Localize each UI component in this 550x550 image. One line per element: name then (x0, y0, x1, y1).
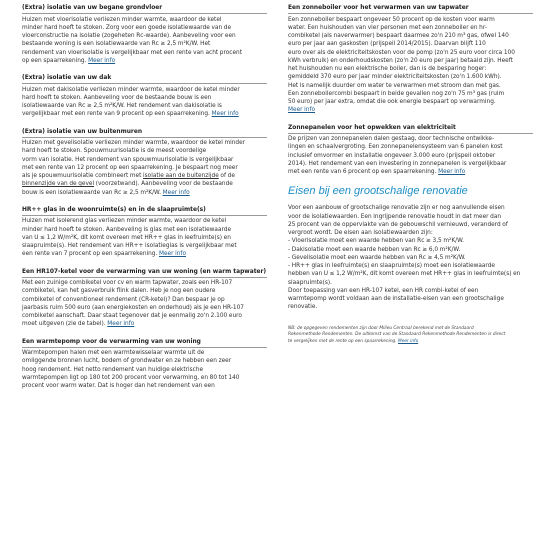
body-text: moet uitgeven (zie de tabel). (22, 321, 106, 328)
meer-info-link[interactable]: Meer info (107, 321, 135, 328)
body-line: Voor een aanbouw of grootschalige renovatie zijn er nog aanvullende eisen (288, 205, 505, 212)
section-hr107-boiler (22, 268, 267, 329)
body-line: voor de isolatiewaarden. Een ingrijpende renovatie houdt in dat meer dan (288, 213, 502, 220)
section-body (22, 16, 267, 66)
body-line: 50 euro) per jaar extra, omdat die ook energie bespaart op verwarming. (288, 99, 496, 105)
body-line: Warmtepompen halen met een warmtewisselaar warmte uit de (22, 350, 205, 356)
body-line: kWh verbruik) en onderhoudskosten (zo'n 20 euro per jaar) betaald zijn. Heeft (288, 57, 513, 64)
body-line: 25 procent van de oppervlakte van de gebouwschil vernieuwd, veranderd of (288, 221, 508, 228)
body-line-with-link (288, 168, 533, 176)
section-heading: HR++ glas in de woonruimte(s) en in de slaapruimte(s) (22, 206, 267, 216)
body-text: met een rente van 6 procent op een spaarrekening. (288, 169, 437, 175)
body-line-with-link (22, 320, 267, 328)
section-heading: Een zonneboiler voor het verwarmen van uw tapwater (288, 4, 533, 14)
section-solar-boiler (288, 4, 533, 115)
body-line: vorm van isolatie. Het rendement van spouwmuurisolatie is vergelijkbaar (22, 156, 234, 163)
body-line: combiketel of conventioneel rendement (CR-ketel)? Dan bespaar je op (22, 296, 225, 303)
section-heading: (Extra) isolatie van uw dak (22, 74, 267, 84)
body-line: procent voor warm water. Dat is hoger dan het rendement van een (22, 383, 215, 389)
body-line: minder hard hoeft te stoken. Zorg voor een goede isolatiewaarde van de (22, 24, 232, 31)
section-heading: Een warmtepomp voor de verwarming van uw woning (22, 338, 267, 348)
body-line: slaapruimte(s). Het rendement van HR++ isolatieglas is vergelijkbaar met (22, 243, 237, 249)
requirement-item: - HR++ glas in leefruimte(s) en slaapruimte(s) moet een isolatiewaarde (288, 263, 495, 269)
section-body (22, 349, 267, 390)
footnote-text: te vergelijken met de rente op een spaarrekening. (288, 338, 397, 344)
section-body (22, 139, 267, 197)
body-line: omliggende bronnen lucht, bodem of grondwater en ze hebben een zeer (22, 358, 232, 365)
meer-info-link[interactable]: Meer info (398, 338, 419, 344)
requirement-item: - Gevelisolatie moet een waarde hebben van Rc ≥ 4,5 m²K/W. (288, 254, 466, 261)
section-floor-insulation (22, 4, 267, 65)
body-line: Huizen met dakisolatie verliezen minder warmte, waardoor de ketel minder (22, 86, 240, 93)
requirement-item: - Dakisolatie moet een waarde hebben van Rc ≥ 6,0 m²K/W. (288, 246, 461, 253)
body-line: gemiddeld 370 euro per jaar minder elektriciteitskosten (zo'n 1.600 kWh). (288, 74, 502, 81)
body-line: slaapruimte(s). (288, 279, 332, 286)
body-line: als je spouwmuurisolatie combineert met isolatie aan de buitenzijde of de (22, 173, 235, 179)
body-line: combiketel (als naverwarmer) bespaart daarmee zo'n 210 m³ gas, ofwel 140 (288, 33, 509, 39)
body-line: combiketel aanschaft. Daar staat tegenover dat je eenmalig zo'n 2.100 euro (22, 313, 242, 319)
body-line: hard hoeft te stoken. Spouwmuurisolatie is de meest voordelige (22, 148, 207, 155)
section-heading: Een HR107-ketel voor de verwarming van uw woning (en warm tapwater) (22, 268, 267, 278)
body-line: jaarbasis ruim 500 euro (aan energiekosten en onderhoud) als je een HR-107 (22, 304, 244, 311)
body-line: binnenzijde van de gevel (voorzetwand). Aanbeveling voor de bestaande (22, 181, 233, 188)
body-line: combiketel, kan het gasverbruik flink dalen. Heb je nog een oudere (22, 288, 216, 295)
body-line: warmtepompen ligt op 180 tot 200 procent voor verwarming, en 80 tot 140 (22, 374, 240, 381)
footnote-line: Rekenmethode Rendementen. De uitkomst van de Standaard Rekenmethode Rendementen is direct (288, 332, 506, 338)
meer-info-link[interactable]: Meer info (162, 189, 190, 196)
body-line: Met een zuinige combiketel voor cv en warm tapwater, zoals een HR-107 (22, 280, 233, 286)
section-heading: (Extra) isolatie van uw buitenmuren (22, 128, 267, 138)
body-line: minder hard hoeft te stoken. Aanbeveling is glas met een isolatiewaarde (22, 226, 232, 233)
body-line: hard hoeft te stoken. Aanbeveling voor de bestaande bouw is een (22, 94, 212, 101)
body-line: inclusief omvormer en installatie ongeveer 3.000 euro (prijspeil oktober (288, 152, 496, 159)
footnote (288, 326, 533, 346)
body-line: hoog rendement. Het netto rendement van huidige elektrische (22, 366, 204, 373)
requirement-item: - Vloerisolatie moet een waarde hebben van Rc ≥ 3,5 m²K/W. (288, 238, 465, 245)
body-line: met een rente van 12 procent op een spaarrekening. Je bespaart nog meer (22, 164, 238, 171)
body-line-with-link (22, 110, 267, 118)
body-line: Een zonneboiler bespaart ongeveer 50 procent op de kosten voor warm (288, 16, 495, 23)
body-line: bestaande woning is een isolatiewaarde van Rc ≥ 2,5 m²K/W. Het (22, 41, 211, 48)
body-line-with-link (22, 57, 267, 65)
body-line: renovatie. (288, 304, 318, 311)
body-line-with-link (22, 250, 267, 258)
left-column (22, 4, 267, 399)
section-solar-panels (288, 124, 533, 177)
body-line: warmtepomp wordt voldaan aan de installatie-eisen van een grootschalige (288, 296, 504, 302)
body-line: het huishouden nu een elektrische boiler, dan is de besparing hoger: (288, 66, 487, 72)
section-roof-insulation (22, 74, 267, 119)
renovation-body (288, 204, 533, 311)
section-heading: (Extra) isolatie van uw begane grondvloer (22, 4, 267, 14)
body-line: Door toepassing van een HR-107 ketel, een HR combi-ketel of een (288, 287, 479, 294)
meer-info-link[interactable]: Meer info (438, 169, 466, 175)
section-hr-glass (22, 206, 267, 259)
body-text: vergelijkbaar met een rente van 9 procent op een spaarrekening. (22, 111, 210, 118)
section-body (22, 86, 267, 119)
meer-info-link[interactable]: Meer info (211, 111, 239, 118)
section-body (288, 135, 533, 176)
body-line-with-link (22, 189, 267, 197)
body-line: Een zonneboilercombi bespaart in beide gevallen nog zo'n 75 m³ gas (ruim (288, 90, 505, 97)
body-line: De prijzen van zonnepanelen dalen gestaag, door technische ontwikke- (288, 136, 495, 142)
footnote-line: NB: de opgegeven rendementen zijn door Milieu Centraal berekend met de Standaard (288, 325, 474, 331)
section-body (22, 279, 267, 329)
inline-link[interactable]: binnenzijde van de gevel (22, 181, 95, 188)
body-line: Huizen met vloerisolatie verliezen minder warmte, waardoor de ketel (22, 16, 222, 23)
body-line: Huizen met isolerend glas verliezen minder warmte, waardoor de ketel (22, 218, 227, 225)
body-line: vergroot wordt. De eisen aan isolatiewaarden zijn: (288, 230, 433, 236)
body-line: Huizen met gevelisolatie verliezen minder warmte, waardoor de ketel minder (22, 140, 246, 146)
section-heat-pump (22, 338, 267, 391)
body-line-with-link (288, 106, 533, 114)
body-line: euro per jaar aan gaskosten (prijspeil 2014/2015). Daarvan blijft 110 (288, 41, 486, 48)
meer-info-link[interactable]: Meer info (88, 57, 116, 64)
body-line: isolatiewaarde van Rc ≥ 2,5 m²K/W. Het rendement van dakisolatie is (22, 103, 222, 109)
body-line: rendement van vloerisolatie is vergelijkbaar met een rente van acht procent (22, 49, 242, 56)
body-line: Het is namelijk duurder om water te verwarmen met stroom dan met gas. (288, 82, 501, 89)
section-body (22, 217, 267, 258)
renovation-heading: Eisen bij een grootschalige renovatie (288, 185, 468, 198)
footnote-line-with-link (288, 339, 533, 346)
meer-info-link[interactable]: Meer info (158, 251, 187, 258)
right-column (288, 4, 533, 346)
section-body (288, 16, 533, 115)
body-line: lingen en schaalvergroting. Een zonnepanelensysteem van 6 panelen kost (288, 144, 503, 151)
body-line: van U ≤ 1,2 W/m²K, dit komt overeen met HR++ glas in leefruimte(s) en (22, 234, 231, 241)
body-text: een rente van 7 procent op een spaarrekening. (22, 251, 158, 258)
section-wall-insulation (22, 128, 267, 197)
inline-link[interactable]: isolatie aan de buitenzijde (143, 173, 219, 179)
body-line: euro over als de elektriciteitskosten voor de pomp (zo'n 25 euro voor circa 100 (288, 49, 515, 56)
body-text: bouw is een isolatiewaarde van Rc ≥ 2,5 m²K/W. (22, 189, 161, 196)
body-line: water. Een huishouden van vier personen met een zonneboiler en hr- (288, 24, 487, 31)
body-text: op een spaarrekening. (22, 57, 87, 64)
meer-info-link[interactable]: Meer info (288, 107, 316, 114)
section-heading: Zonnepanelen voor het opwekken van elektriciteit (288, 124, 533, 134)
body-line: vloerconstructie na isolatie (zogeheten Rc-waarde). Aanbeveling voor een (22, 33, 236, 39)
body-line: 2014). Het rendement van een investering in zonnepanelen is vergelijkbaar (288, 160, 507, 167)
body-line: hebben van U ≤ 1,2 W/m²K, dit komt overeen met HR++ glas in leefruimte(s) en (288, 271, 521, 278)
